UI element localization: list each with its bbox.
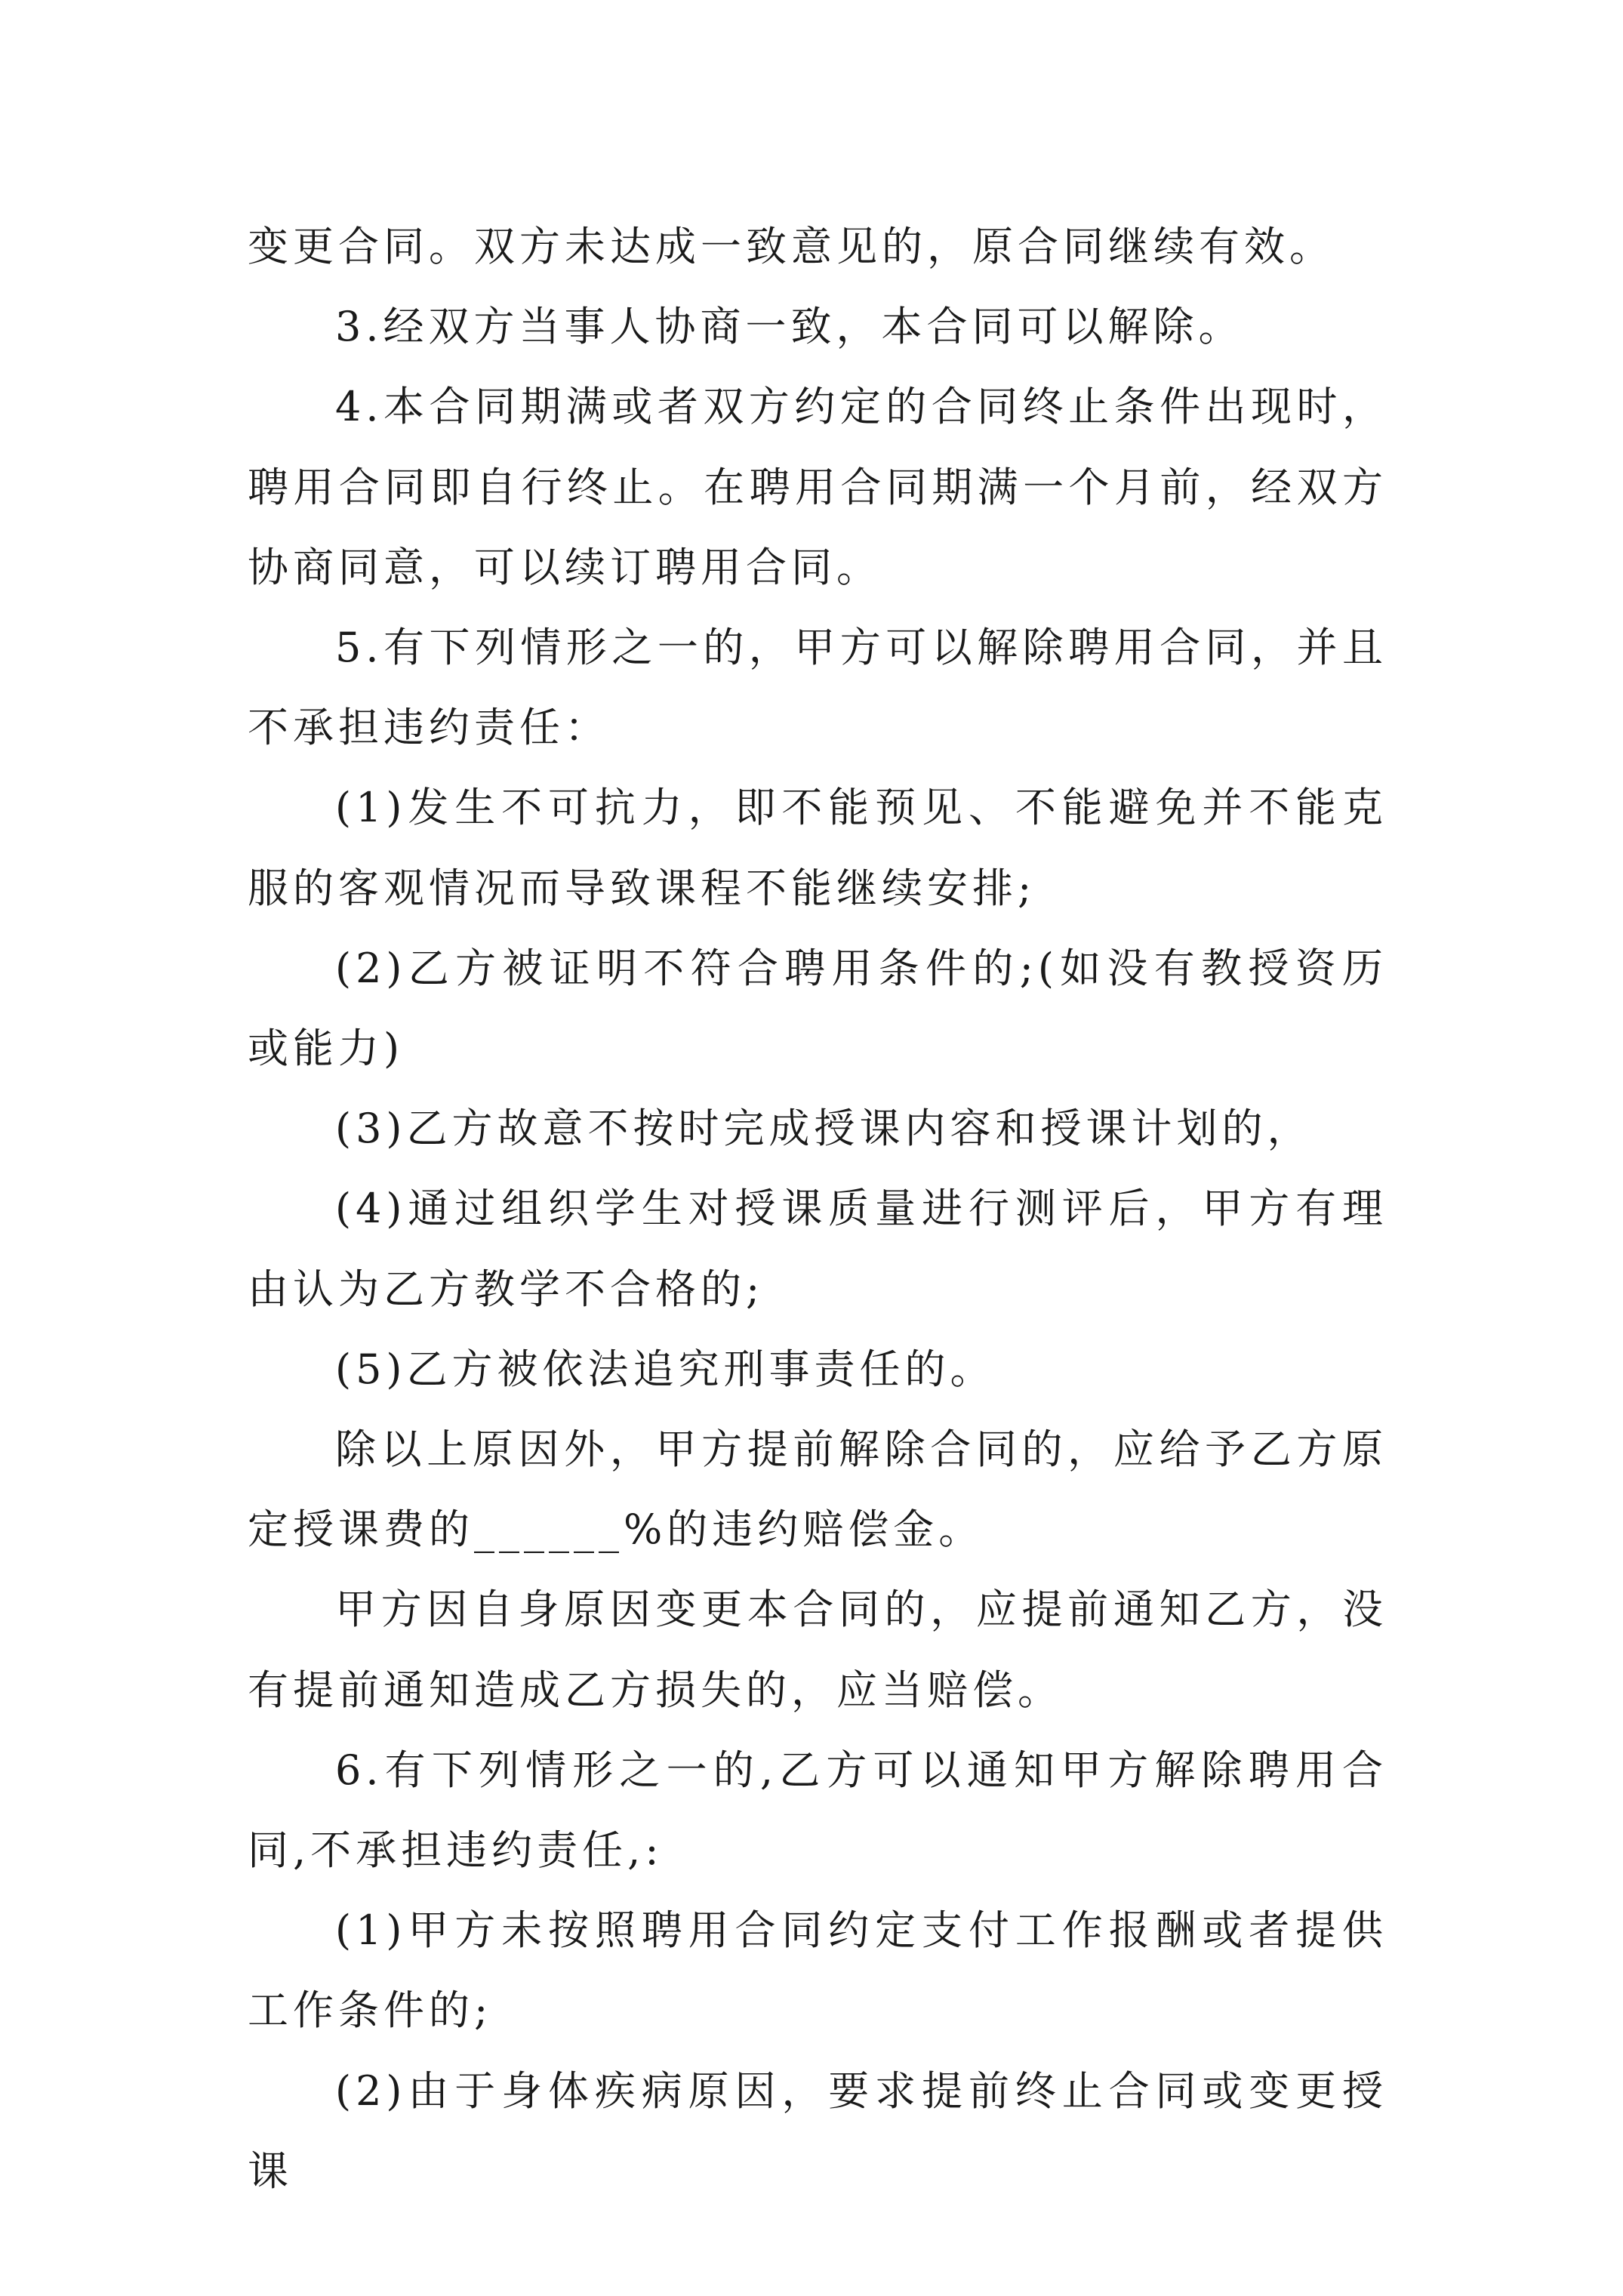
paragraph-continuation: 变更合同。双方未达成一致意见的，原合同继续有效。 <box>248 223 1335 270</box>
clause-5-item-5: (5)乙方被依法追究刑事责任的。 <box>335 1345 996 1393</box>
clause-5-item-3: (3)乙方故意不按时完成授课内容和授课计划的， <box>335 1105 1313 1153</box>
clause-5-change-notice: 甲方因自身原因变更本合同的，应提前通知乙方，没有提前通知造成乙方损失的，应当赔偿。 <box>248 1586 1387 1714</box>
clause-5: 5.有下列情形之一的，甲方可以解除聘用合同，并且不承担违约责任： <box>248 624 1387 752</box>
clause-5-compensation: 除以上原因外，甲方提前解除合同的，应给予乙方原定授课费的______%的违约赔偿金。 <box>248 1425 1387 1554</box>
clause-5-item-2: (2)乙方被证明不符合聘用条件的;(如没有教授资历或能力) <box>248 944 1387 1073</box>
document-body <box>248 207 1387 2211</box>
clause-6-item-2: (2)由于身体疾病原因，要求提前终止合同或变更授课 <box>248 2066 1387 2195</box>
clause-4: 4.本合同期满或者双方约定的合同终止条件出现时，聘用合同即自行终止。在聘用合同期满一个月前，经双方协商同意，可以续订聘用合同。 <box>248 383 1387 591</box>
clause-6-item-1: (1)甲方未按照聘用合同约定支付工作报酬或者提供工作条件的; <box>248 1906 1387 2035</box>
clause-5-item-1: (1)发生不可抗力，即不能预见、不能避免并不能克服的客观情况而导致课程不能继续安排; <box>248 784 1387 912</box>
clause-3: 3.经双方当事人协商一致，本合同可以解除。 <box>335 303 1244 351</box>
clause-6: 6.有下列情形之一的,乙方可以通知甲方解除聘用合同,不承担违约责任,: <box>248 1746 1387 1875</box>
clause-5-item-4: (4)通过组织学生对授课质量进行测评后，甲方有理由认为乙方教学不合格的; <box>248 1185 1387 1313</box>
